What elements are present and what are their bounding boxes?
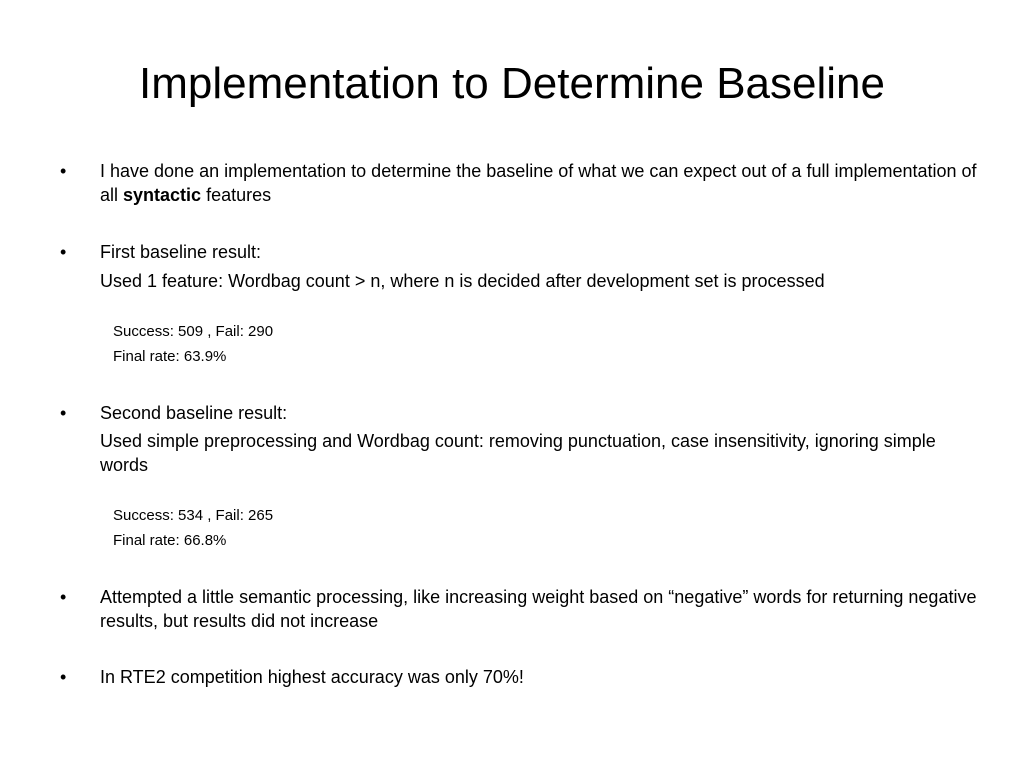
bullet-3-heading: Second baseline result: xyxy=(100,403,288,423)
bullet-marker: • xyxy=(60,587,67,607)
bullet-1-bold: syntactic xyxy=(123,185,202,205)
slide-title: Implementation to Determine Baseline xyxy=(139,59,885,108)
bullet-2-result-rate: Final rate: 63.9% xyxy=(113,348,227,365)
bullet-marker: • xyxy=(60,403,67,423)
bullet-4-text: Attempted a little semantic processing, like increasing weight based on “negative” words for returning negative results, but results did not increase xyxy=(100,587,977,631)
bullet-3-result-rate: Final rate: 66.8% xyxy=(113,532,227,549)
bullet-2-result-success: Success: 509 , Fail: 290 xyxy=(113,323,274,340)
bullet-1-text-before: I have done an implementation to determine the baseline of what we can expect out of a full implementation of all xyxy=(100,161,977,205)
bullet-marker: • xyxy=(60,242,67,262)
bullet-marker: • xyxy=(60,667,67,687)
bullet-5-text: In RTE2 competition highest accuracy was only 70%! xyxy=(100,667,524,687)
bullet-3-result-success: Success: 534 , Fail: 265 xyxy=(113,507,274,524)
bullet-marker: • xyxy=(60,161,67,181)
bullet-3-detail: Used simple preprocessing and Wordbag count: removing punctuation, case insensitivity, ignoring simple words xyxy=(100,431,936,475)
bullet-1-text xyxy=(100,159,980,207)
bullet-1-text-after: features xyxy=(201,185,272,205)
bullet-2-detail: Used 1 feature: Wordbag count > n, where n is decided after development set is processed xyxy=(100,271,825,291)
bullet-2-heading: First baseline result: xyxy=(100,242,262,262)
